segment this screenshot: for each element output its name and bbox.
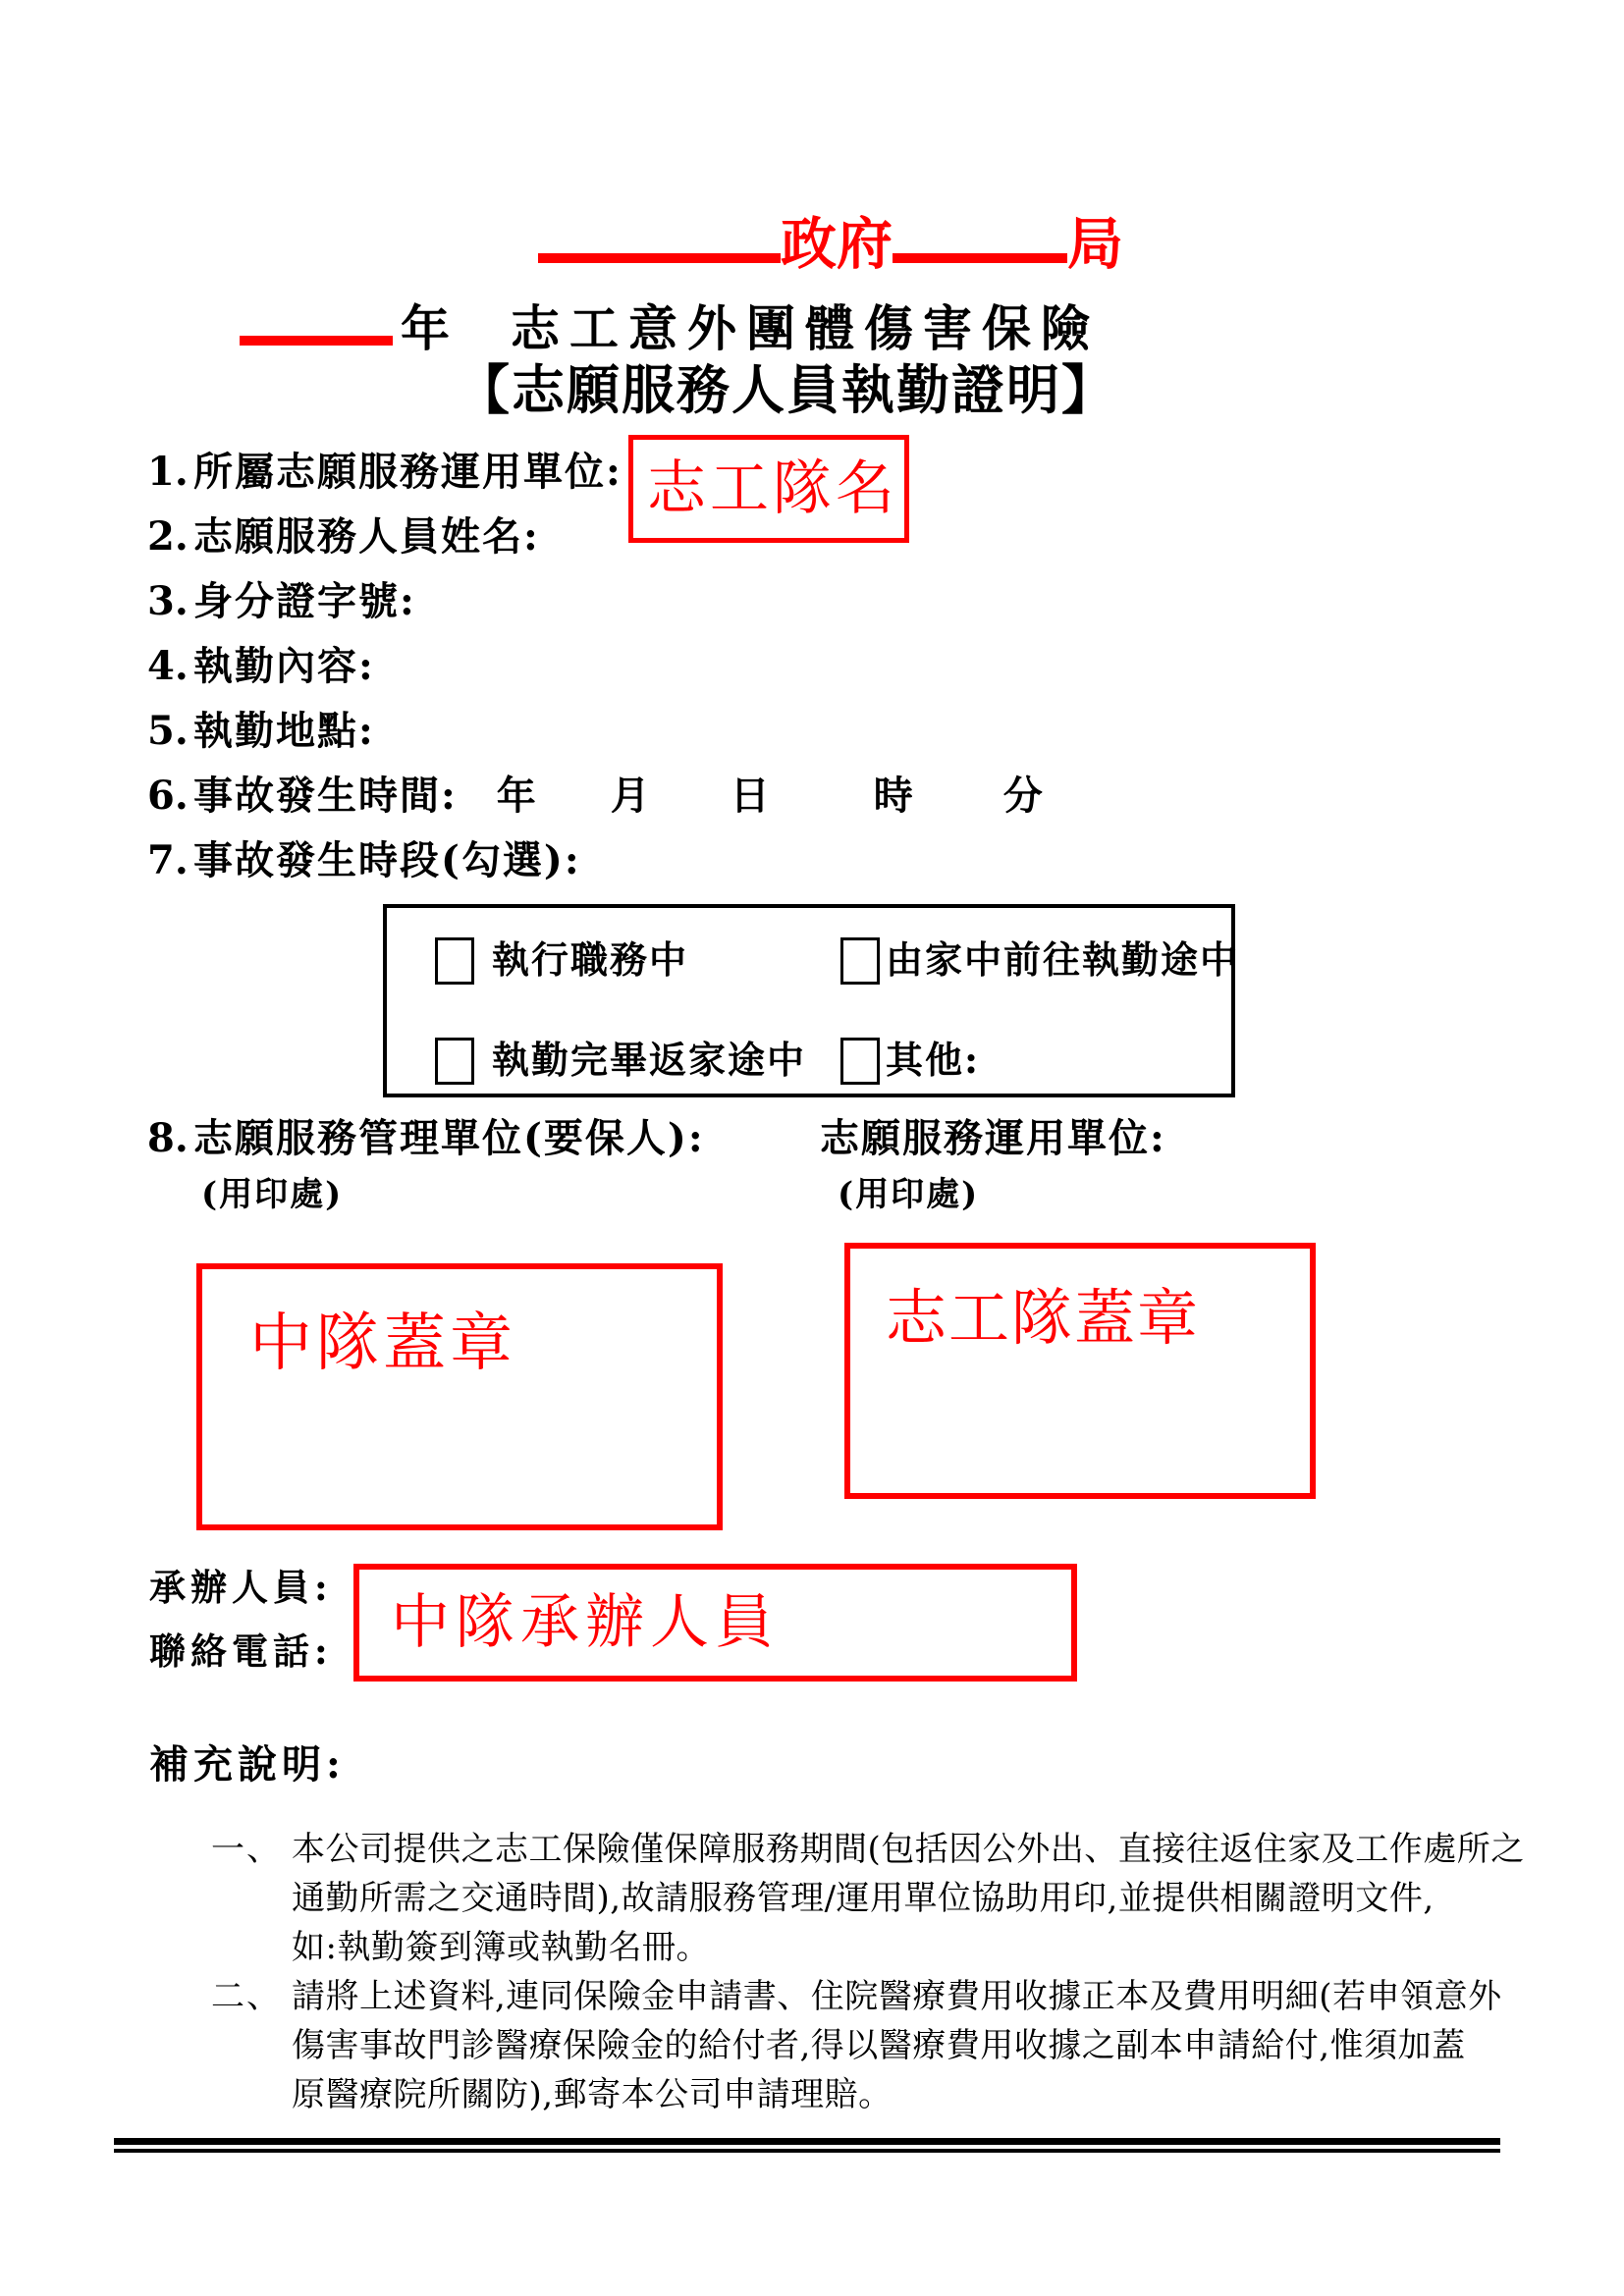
checkbox-label-returning-home: 執勤完畢返家途中 bbox=[492, 1038, 807, 1082]
blank-line-bureau[interactable] bbox=[893, 210, 1067, 263]
checkbox-label-other: 其他: bbox=[886, 1038, 981, 1082]
blank-line-year[interactable] bbox=[240, 294, 393, 346]
form-subtitle-certificate: 【志願服務人員執勤證明】 bbox=[457, 358, 1116, 421]
item-number: 1. bbox=[147, 449, 189, 495]
note-2-line-3: 原醫療院所關防),郵寄本公司申請理賠。 bbox=[292, 2075, 893, 2114]
item-number: 4. bbox=[147, 643, 189, 689]
note-2-line-2: 傷害事故門診醫療保險金的給付者,得以醫療費用收據之副本申請給付,惟須加蓋 bbox=[292, 2026, 1466, 2065]
item-label: 執勤地點: bbox=[193, 708, 375, 754]
time-unit-month: 月 bbox=[610, 773, 650, 819]
form-item-duty-content bbox=[147, 634, 1443, 699]
blank-line-city-government[interactable] bbox=[538, 210, 781, 263]
accident-period-checkbox-group bbox=[383, 904, 1240, 1097]
footer-divider-bottom-rule bbox=[114, 2149, 1500, 2153]
volunteer-team-stamp-text: 志工隊蓋章 bbox=[886, 1282, 1201, 1354]
time-unit-minute: 分 bbox=[1002, 773, 1043, 819]
volunteer-team-stamp-box bbox=[844, 1243, 1316, 1499]
item-number: 3. bbox=[147, 578, 189, 624]
note-1-marker: 一、 bbox=[211, 1830, 282, 1869]
item-number: 2. bbox=[147, 513, 189, 560]
note-1-line-1: 本公司提供之志工保險僅保障服務期間(包括因公外出、直接往返住家及工作處所之 bbox=[292, 1830, 1525, 1869]
item-label: 執勤內容: bbox=[193, 643, 375, 689]
squadron-contact-annotation-box bbox=[353, 1564, 1077, 1682]
item-label: 身分證字號: bbox=[193, 578, 416, 624]
checkbox-label-on-duty: 執行職務中 bbox=[492, 937, 689, 982]
squadron-stamp-box bbox=[196, 1263, 723, 1530]
form-item-volunteer-name bbox=[147, 505, 1443, 569]
title-government-text: 政府 bbox=[781, 211, 893, 277]
item-label: 事故發生時間: bbox=[193, 773, 458, 819]
note-1-line-3: 如:執勤簽到簿或執勤名冊。 bbox=[292, 1928, 710, 1967]
operating-unit-label: 志願服務運用單位: bbox=[820, 1115, 1166, 1161]
form-item-operating-unit bbox=[147, 440, 1443, 523]
form-item-id-number bbox=[147, 569, 1443, 634]
managing-unit-label: 志願服務管理單位(要保人): bbox=[193, 1115, 705, 1161]
note-2-line-1: 請將上述資料,連同保險金申請書、住院醫療費用收據正本及費用明細(若申領意外 bbox=[292, 1977, 1502, 2016]
form-item-managing-unit bbox=[147, 1115, 705, 1161]
checkbox-on-duty[interactable] bbox=[435, 937, 474, 985]
item-number: 6. bbox=[147, 773, 189, 819]
form-title-insurance-line bbox=[240, 294, 1100, 357]
checkbox-row bbox=[387, 1038, 1231, 1087]
squadron-stamp-text: 中隊蓋章 bbox=[249, 1308, 516, 1380]
note-1-line-2: 通勤所需之交通時間),故請服務管理/運用單位協助用印,並提供相關證明文件, bbox=[292, 1879, 1435, 1918]
title-insurance-name: 志工意外團體傷害保險 bbox=[511, 299, 1100, 357]
seal-area-note-right: (用印處) bbox=[838, 1175, 980, 1214]
form-item-list bbox=[147, 440, 1443, 893]
note-2-marker: 二、 bbox=[211, 1977, 282, 2016]
checkbox-returning-home[interactable] bbox=[435, 1038, 474, 1085]
item-label: 所屬志願服務運用單位: bbox=[193, 449, 623, 495]
time-unit-hour: 時 bbox=[873, 773, 913, 819]
title-bureau-text: 局 bbox=[1067, 211, 1123, 277]
form-item-duty-location bbox=[147, 699, 1443, 764]
form-item-accident-time bbox=[147, 764, 1443, 828]
item-number: 8. bbox=[147, 1115, 189, 1161]
title-year-suffix: 年 bbox=[401, 299, 450, 357]
checkbox-row bbox=[387, 937, 1240, 987]
item-number: 7. bbox=[147, 837, 189, 883]
volunteer-team-name-annotation: 志工隊名 bbox=[647, 454, 898, 523]
seal-area-note-left: (用印處) bbox=[201, 1175, 344, 1214]
checkbox-other[interactable] bbox=[840, 1038, 880, 1085]
checkbox-label-commuting-to-duty: 由家中前往執勤途中 bbox=[886, 937, 1240, 982]
time-unit-day: 日 bbox=[730, 773, 770, 819]
footer-divider-top-rule bbox=[114, 2138, 1500, 2145]
contact-person-label: 承辦人員: bbox=[149, 1566, 333, 1609]
squadron-contact-annotation: 中隊承辦人員 bbox=[391, 1588, 780, 1657]
contact-phone-label: 聯絡電話: bbox=[149, 1629, 333, 1673]
item-label: 事故發生時段(勾選): bbox=[193, 837, 581, 883]
form-item-accident-period bbox=[147, 828, 1443, 893]
time-unit-year: 年 bbox=[496, 773, 536, 819]
checkbox-commuting-to-duty[interactable] bbox=[840, 937, 880, 985]
item-number: 5. bbox=[147, 708, 189, 754]
item-label: 志願服務人員姓名: bbox=[193, 513, 540, 560]
notes-heading: 補充說明: bbox=[149, 1741, 346, 1788]
form-title-government-line bbox=[538, 210, 1123, 277]
